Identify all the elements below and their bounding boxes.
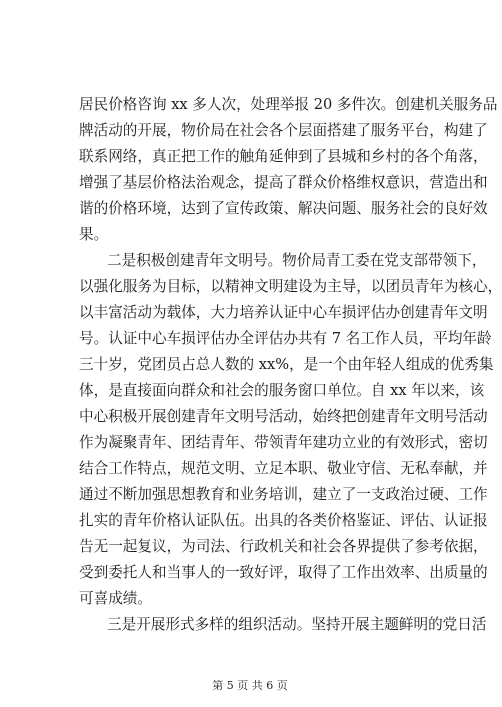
text-line: 牌活动的开展，物价局在社会各个层面搭建了服务平台，构建了 bbox=[79, 122, 488, 139]
page-footer: 第 5 页 共 6 页 bbox=[212, 679, 288, 692]
text-line: 果。 bbox=[79, 226, 109, 243]
text-line: 中心积极开展创建青年文明号活动，始终把创建青年文明号活动 bbox=[79, 408, 488, 425]
text-line: 号。认证中心车损评估办全评估办共有 7 名工作人员，平均年龄 bbox=[79, 330, 492, 347]
text-line: 结合工作特点，规范文明、立足本职、敬业守信、无私奉献，并 bbox=[79, 460, 488, 477]
text-line: 通过不断加强思想教育和业务培训，建立了一支政治过硬、工作 bbox=[79, 486, 488, 503]
text-line: 三是开展形式多样的组织活动。坚持开展主题鲜明的党日活 bbox=[107, 616, 487, 633]
text-line: 体，是直接面向群众和社会的服务窗口单位。自 xx 年以来，该 bbox=[79, 382, 485, 399]
text-line: 作为凝聚青年、团结青年、带领青年建功立业的有效形式，密切 bbox=[79, 434, 488, 451]
document-body bbox=[79, 92, 502, 638]
text-line: 二是积极创建青年文明号。物价局青工委在党支部带领下， bbox=[107, 252, 487, 269]
text-line: 可喜成绩。 bbox=[79, 590, 152, 607]
text-line: 以强化服务为目标，以精神文明建设为主导，以团员青年为核心， bbox=[79, 278, 502, 295]
text-line: 联系网络，真正把工作的触角延伸到了县城和乡村的各个角落， bbox=[79, 148, 488, 165]
text-line: 三十岁，党团员占总人数的 xx%，是一个由年轻人组成的优秀集 bbox=[79, 356, 494, 373]
text-line: 受到委托人和当事人的一致好评，取得了工作出效率、出质量的 bbox=[79, 564, 488, 581]
text-line: 告无一起复议，为司法、行政机关和社会各界提供了参考依据， bbox=[79, 538, 488, 555]
text-line: 扎实的青年价格认证队伍。出具的各类价格鉴证、评估、认证报 bbox=[79, 512, 488, 529]
text-line: 增强了基层价格法治观念，提高了群众价格维权意识，营造出和 bbox=[79, 174, 488, 191]
text-line: 居民价格咨询 xx 多人次，处理举报 20 多件次。创建机关服务品 bbox=[79, 96, 498, 113]
text-line: 以丰富活动为载体，大力培养认证中心车损评估办创建青年文明 bbox=[79, 304, 488, 321]
text-line: 谐的价格环境，达到了宣传政策、解决问题、服务社会的良好效 bbox=[79, 200, 488, 217]
